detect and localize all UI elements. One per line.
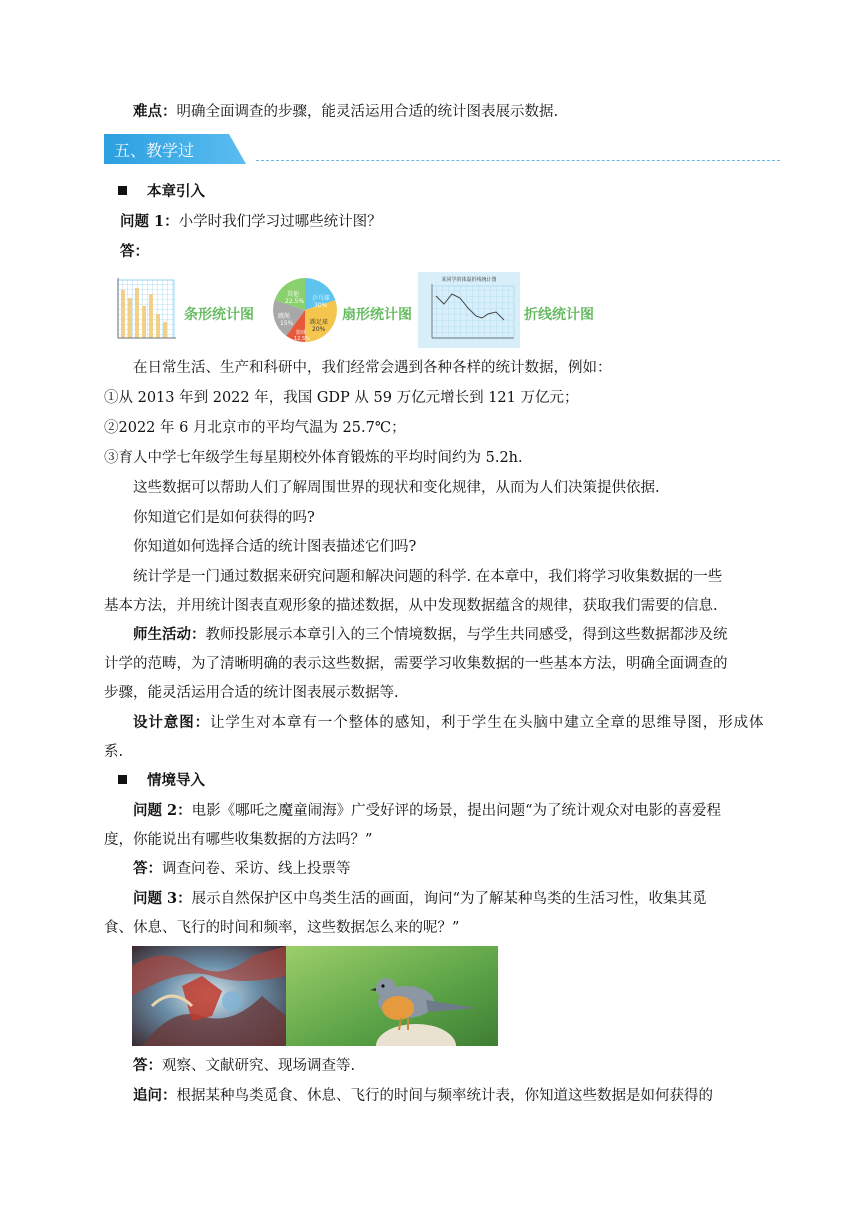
bar-chart-image [112, 274, 178, 346]
paragraph: 你知道它们是如何获得的吗? [133, 510, 315, 526]
list-item: ①从 2013 年到 2022 年，我国 GDP 从 59 万亿元增长到 121 万亿元； [104, 390, 579, 406]
answer-3: 答：观察、文献研究、现场调查等. [133, 1057, 356, 1074]
pie-slice-label: 其他 [287, 291, 300, 298]
paragraph: 在日常生活、生产和科研中，我们经常会遇到各种各样的统计数据，例如： [133, 360, 612, 376]
paragraph: 统计学是一门通过数据来研究问题和解决问题的科学. 在本章中，我们将学习收集数据的一些 [133, 569, 723, 585]
square-bullet-icon [118, 186, 127, 195]
bird-image [286, 946, 498, 1046]
paragraph: 计学的范畴，为了清晰明确的表示这些数据，需要学习收集数据的一些基本方法，明确全面调查的 [104, 656, 728, 672]
question-3: 问题 3：展示自然保护区中鸟类生活的画面，询问“为了解某种鸟类的生活习性，收集其觅 [133, 890, 707, 907]
list-item: ②2022 年 6 月北京市的平均气温为 25.7℃； [104, 420, 406, 436]
square-bullet-icon [118, 775, 127, 784]
line-chart-title: 某同学的体温折线统计图 [441, 277, 497, 283]
pie-chart-image [270, 276, 340, 344]
difficulty-text: 明确全面调查的步骤，能灵活运用合适的统计图表展示数据. [176, 104, 559, 120]
pie-chart-label: 扇形统计图 [342, 307, 412, 323]
chapter-intro-heading: 本章引入 [118, 182, 205, 202]
section-divider [256, 160, 780, 161]
scenario-heading: 情境导入 [118, 771, 205, 791]
question-2: 问题 2：电影《哪吒之魔童闹海》广受好评的场景，提出问题“为了统计观众对电影的喜爱程 [133, 802, 722, 819]
answer-2: 答：调查问卷、采访、线上投票等 [133, 860, 351, 877]
pie-slice-value: 30% [314, 302, 328, 309]
answer-1-label: 答： [120, 243, 149, 260]
paragraph: 这些数据可以帮助人们了解周围世界的现状和变化规律，从而为人们决策提供依据. [133, 480, 660, 496]
line-chart-image [418, 272, 520, 348]
section-header [104, 134, 254, 164]
activity-line: 师生活动：教师投影展示本章引入的三个情境数据，与学生共同感受，得到这些数据都涉及统 [133, 626, 728, 643]
question-1: 问题 1：小学时我们学习过哪些统计图？ [120, 213, 382, 230]
paragraph: 系. [104, 744, 124, 760]
paragraph: 你知道如何选择合适的统计图表描述它们吗? [133, 539, 417, 555]
paragraph: 基本方法，并用统计图表直观形象的描述数据，从中发现数据蕴含的规律，获取我们需要的信息. [104, 598, 718, 614]
pie-slice-value: 20% [312, 326, 326, 333]
list-item: ③育人中学七年级学生每星期校外体育锻炼的平均时间约为 5.2h. [104, 450, 523, 466]
paragraph: 食、休息、飞行的时间和频率，这些数据怎么来的呢？” [104, 920, 460, 936]
pie-slice-label: 踢足球 [310, 319, 329, 326]
follow-up-question: 追问：根据某种鸟类觅食、休息、飞行的时间与频率统计表，你知道这些数据是如何获得的 [133, 1087, 713, 1104]
movie-scene-image [132, 946, 286, 1046]
pie-slice-value: 12.5% [294, 336, 310, 342]
design-intent-line: 设计意图：让学生对本章有一个整体的感知，利于学生在头脑中建立全章的思维导图，形成体 [133, 714, 765, 731]
section-title: 五、教学过 [114, 141, 195, 160]
line-chart-label: 折线统计图 [524, 307, 594, 323]
difficulty-line [133, 102, 558, 122]
pie-slice-label: 篮球 [296, 330, 307, 336]
pie-slice-value: 22.5% [285, 298, 305, 305]
pie-slice-value: 15% [280, 320, 294, 327]
pie-slice-label: 跳绳 [278, 313, 291, 320]
bar-chart-label: 条形统计图 [184, 307, 254, 323]
difficulty-label: 难点： [133, 103, 177, 120]
paragraph: 度，你能说出有哪些收集数据的方法吗？” [104, 832, 373, 848]
paragraph: 步骤，能灵活运用合适的统计图表展示数据等. [104, 685, 399, 701]
pie-slice-label: 乒乓球 [312, 295, 331, 302]
